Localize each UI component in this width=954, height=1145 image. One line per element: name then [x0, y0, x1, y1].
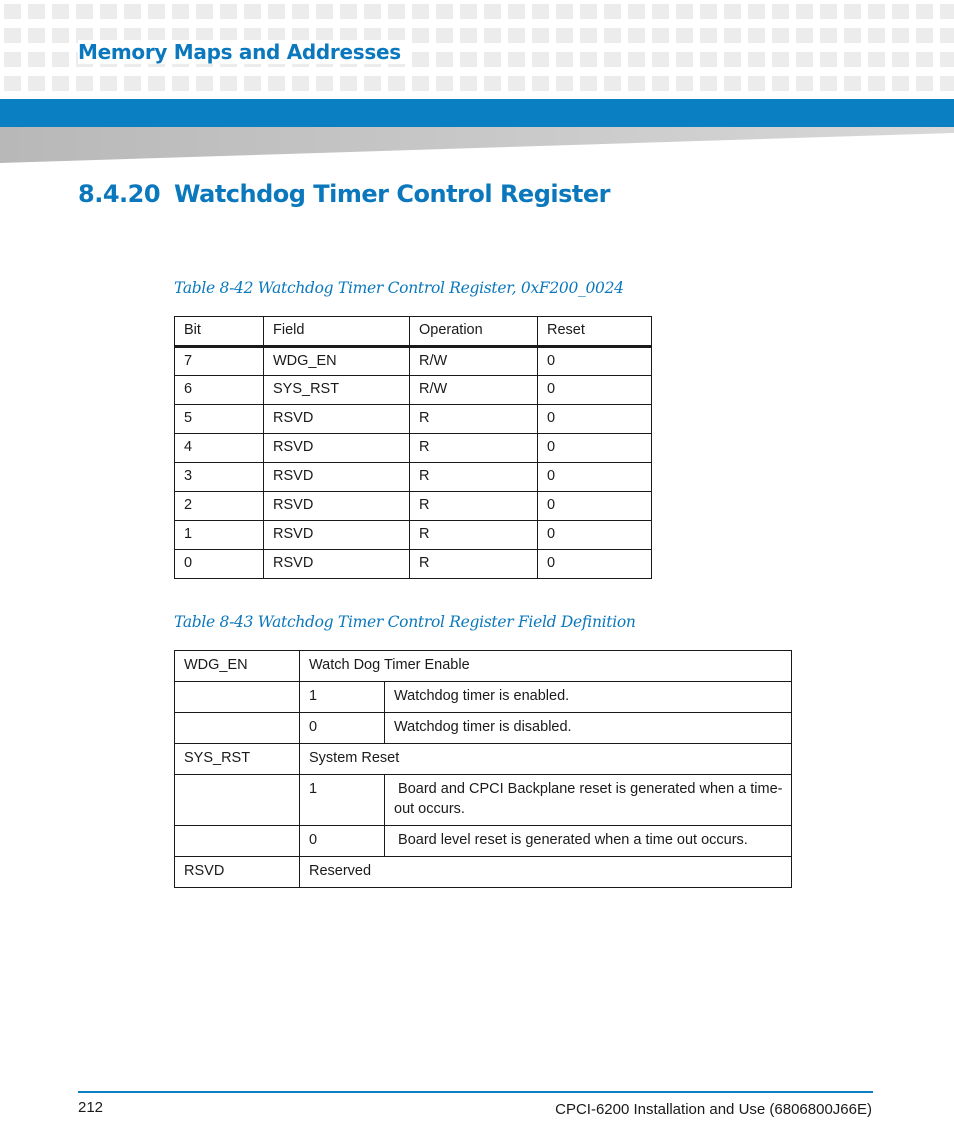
cell-bit: 0 [175, 550, 264, 579]
cell-operation: R [410, 550, 538, 579]
pattern-cell [364, 76, 381, 91]
pattern-cell [748, 52, 765, 67]
table-row [175, 463, 652, 492]
cell-operation: R [410, 405, 538, 434]
header-field: Field [264, 317, 410, 347]
pattern-cell [436, 52, 453, 67]
pattern-cell [628, 4, 645, 19]
pattern-cell [460, 76, 477, 91]
pattern-cell [508, 28, 525, 43]
pattern-cell [580, 28, 597, 43]
table-row [175, 376, 652, 405]
pattern-cell [52, 52, 69, 67]
pattern-cell [340, 4, 357, 19]
pattern-cell [388, 4, 405, 19]
cell-bit: 4 [175, 434, 264, 463]
pattern-cell [844, 52, 861, 67]
pattern-cell [508, 4, 525, 19]
section-header: Memory Maps and Addresses [78, 40, 405, 64]
pattern-cell [28, 28, 45, 43]
pattern-cell [892, 76, 909, 91]
header-reset: Reset [538, 317, 652, 347]
table-caption-42: Table 8-42 Watchdog Timer Control Register, 0xF200_0024 [174, 279, 624, 297]
pattern-cell [4, 52, 21, 67]
pattern-cell [892, 52, 909, 67]
pattern-cell [748, 76, 765, 91]
pattern-cell [412, 28, 429, 43]
field-value: 1 [300, 682, 385, 713]
pattern-cell [772, 28, 789, 43]
page-number: 212 [78, 1099, 104, 1116]
field-row [175, 651, 792, 682]
pattern-cell [556, 52, 573, 67]
pattern-cell [652, 76, 669, 91]
pattern-cell [580, 76, 597, 91]
pattern-cell [412, 52, 429, 67]
pattern-cell [292, 4, 309, 19]
cell-bit: 2 [175, 492, 264, 521]
pattern-cell [436, 28, 453, 43]
pattern-cell [700, 52, 717, 67]
pattern-cell [124, 4, 141, 19]
pattern-cell [508, 52, 525, 67]
value-row [175, 682, 792, 713]
pattern-cell [820, 28, 837, 43]
cell-field: RSVD [264, 521, 410, 550]
pattern-cell [868, 76, 885, 91]
pattern-cell [916, 28, 933, 43]
pattern-cell [436, 76, 453, 91]
field-description: Watch Dog Timer Enable [300, 651, 792, 682]
pattern-cell [916, 52, 933, 67]
field-value: 0 [300, 826, 385, 857]
field-row [175, 857, 792, 888]
pattern-cell [628, 52, 645, 67]
pattern-cell [556, 4, 573, 19]
empty-cell [175, 775, 300, 826]
pattern-cell [436, 4, 453, 19]
pattern-cell [28, 52, 45, 67]
table-row [175, 347, 652, 376]
cell-field: RSVD [264, 550, 410, 579]
pattern-cell [724, 52, 741, 67]
pattern-cell [364, 4, 381, 19]
pattern-cell [940, 4, 954, 19]
cell-reset: 0 [538, 434, 652, 463]
pattern-cell [28, 76, 45, 91]
pattern-cell [220, 76, 237, 91]
pattern-cell [100, 4, 117, 19]
pattern-cell [700, 28, 717, 43]
register-table-header [175, 317, 652, 347]
pattern-cell [892, 28, 909, 43]
pattern-cell [484, 4, 501, 19]
pattern-cell [532, 76, 549, 91]
pattern-cell [484, 76, 501, 91]
pattern-cell [508, 76, 525, 91]
pattern-cell [292, 76, 309, 91]
pattern-cell [532, 4, 549, 19]
pattern-cell [4, 28, 21, 43]
pattern-cell [652, 4, 669, 19]
pattern-cell [76, 76, 93, 91]
pattern-cell [316, 76, 333, 91]
cell-reset: 0 [538, 347, 652, 376]
pattern-cell [124, 76, 141, 91]
cell-bit: 7 [175, 347, 264, 376]
pattern-cell [172, 4, 189, 19]
pattern-cell [4, 76, 21, 91]
pattern-cell [28, 4, 45, 19]
pattern-cell [700, 76, 717, 91]
pattern-cell [724, 76, 741, 91]
pattern-cell [724, 28, 741, 43]
cell-field: WDG_EN [264, 347, 410, 376]
pattern-cell [52, 28, 69, 43]
field-name: SYS_RST [175, 744, 300, 775]
header-operation: Operation [410, 317, 538, 347]
pattern-cell [748, 4, 765, 19]
page-title [78, 180, 610, 208]
cell-field: SYS_RST [264, 376, 410, 405]
field-description: Reserved [300, 857, 792, 888]
field-value: 0 [300, 713, 385, 744]
pattern-cell [868, 4, 885, 19]
pattern-cell [244, 4, 261, 19]
pattern-cell [148, 76, 165, 91]
table-row [175, 492, 652, 521]
pattern-cell [772, 76, 789, 91]
pattern-cell [772, 52, 789, 67]
value-meaning: Watchdog timer is disabled. [385, 713, 792, 744]
pattern-cell [844, 4, 861, 19]
cell-field: RSVD [264, 463, 410, 492]
cell-operation: R [410, 463, 538, 492]
value-row [175, 826, 792, 857]
field-description: System Reset [300, 744, 792, 775]
footer-rule [78, 1091, 873, 1093]
pattern-cell [676, 4, 693, 19]
pattern-cell [244, 76, 261, 91]
cell-reset: 0 [538, 521, 652, 550]
table-row [175, 405, 652, 434]
header-blue-bar [0, 99, 954, 127]
pattern-cell [796, 52, 813, 67]
pattern-cell [940, 52, 954, 67]
pattern-cell [316, 4, 333, 19]
pattern-cell [412, 4, 429, 19]
pattern-cell [196, 4, 213, 19]
pattern-cell [892, 4, 909, 19]
table-caption-43: Table 8-43 Watchdog Timer Control Register Field Definition [174, 613, 636, 631]
pattern-cell [820, 52, 837, 67]
pattern-cell [676, 52, 693, 67]
cell-operation: R/W [410, 347, 538, 376]
pattern-cell [652, 28, 669, 43]
pattern-cell [4, 4, 21, 19]
empty-cell [175, 682, 300, 713]
pattern-cell [340, 76, 357, 91]
empty-cell [175, 826, 300, 857]
table-row [175, 434, 652, 463]
cell-bit: 6 [175, 376, 264, 405]
pattern-cell [460, 4, 477, 19]
pattern-cell [676, 28, 693, 43]
pattern-cell [52, 76, 69, 91]
pattern-cell [676, 76, 693, 91]
cell-reset: 0 [538, 405, 652, 434]
pattern-cell [700, 4, 717, 19]
cell-operation: R [410, 521, 538, 550]
pattern-cell [604, 4, 621, 19]
pattern-cell [172, 76, 189, 91]
pattern-cell [100, 76, 117, 91]
cell-reset: 0 [538, 463, 652, 492]
cell-field: RSVD [264, 405, 410, 434]
pattern-cell [412, 76, 429, 91]
pattern-cell [76, 4, 93, 19]
section-number: 8.4.20 [78, 180, 161, 208]
cell-field: RSVD [264, 492, 410, 521]
pattern-cell [820, 4, 837, 19]
pattern-cell [628, 76, 645, 91]
pattern-cell [460, 28, 477, 43]
field-value: 1 [300, 775, 385, 826]
section-title: Watchdog Timer Control Register [174, 180, 610, 208]
value-row [175, 775, 792, 826]
field-name: WDG_EN [175, 651, 300, 682]
pattern-cell [916, 76, 933, 91]
cell-field: RSVD [264, 434, 410, 463]
pattern-cell [940, 28, 954, 43]
pattern-cell [484, 28, 501, 43]
field-definition-table [174, 650, 792, 888]
pattern-cell [604, 52, 621, 67]
document-title: CPCI-6200 Installation and Use (6806800J66E) [555, 1101, 872, 1118]
value-meaning: Watchdog timer is enabled. [385, 682, 792, 713]
pattern-cell [484, 52, 501, 67]
cell-bit: 5 [175, 405, 264, 434]
pattern-cell [148, 4, 165, 19]
pattern-cell [52, 4, 69, 19]
cell-operation: R [410, 434, 538, 463]
pattern-cell [220, 4, 237, 19]
pattern-cell [388, 76, 405, 91]
pattern-cell [556, 28, 573, 43]
pattern-cell [748, 28, 765, 43]
pattern-cell [652, 52, 669, 67]
pattern-cell [916, 4, 933, 19]
cell-bit: 1 [175, 521, 264, 550]
pattern-cell [796, 76, 813, 91]
pattern-cell [196, 76, 213, 91]
pattern-cell [796, 28, 813, 43]
header-grey-wedge [0, 127, 954, 163]
pattern-cell [820, 76, 837, 91]
pattern-cell [532, 28, 549, 43]
pattern-cell [868, 52, 885, 67]
pattern-cell [844, 76, 861, 91]
pattern-cell [556, 76, 573, 91]
register-table [174, 316, 652, 579]
pattern-cell [268, 4, 285, 19]
field-name: RSVD [175, 857, 300, 888]
pattern-cell [268, 76, 285, 91]
pattern-cell [724, 4, 741, 19]
cell-operation: R [410, 492, 538, 521]
cell-operation: R/W [410, 376, 538, 405]
pattern-cell [580, 4, 597, 19]
pattern-cell [532, 52, 549, 67]
pattern-cell [604, 28, 621, 43]
value-row [175, 713, 792, 744]
pattern-cell [844, 28, 861, 43]
cell-bit: 3 [175, 463, 264, 492]
pattern-cell [580, 52, 597, 67]
pattern-cell [868, 28, 885, 43]
value-meaning: Board level reset is generated when a time out occurs. [385, 826, 792, 857]
header-bit: Bit [175, 317, 264, 347]
table-row [175, 521, 652, 550]
table-row [175, 550, 652, 579]
cell-reset: 0 [538, 492, 652, 521]
cell-reset: 0 [538, 550, 652, 579]
field-row [175, 744, 792, 775]
pattern-cell [796, 4, 813, 19]
pattern-cell [460, 52, 477, 67]
pattern-cell [604, 76, 621, 91]
empty-cell [175, 713, 300, 744]
value-meaning: Board and CPCI Backplane reset is generated when a time-out occurs. [385, 775, 792, 826]
pattern-cell [772, 4, 789, 19]
pattern-cell [628, 28, 645, 43]
pattern-cell [940, 76, 954, 91]
cell-reset: 0 [538, 376, 652, 405]
